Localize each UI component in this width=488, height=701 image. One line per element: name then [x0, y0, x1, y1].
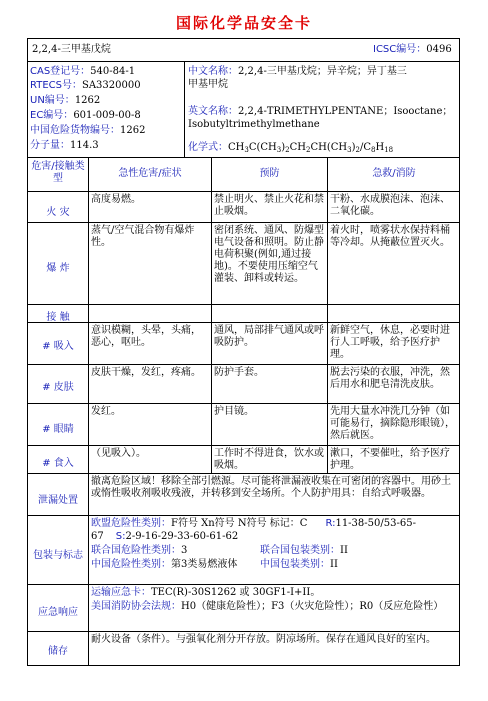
fire-prevention: 禁止明火、禁止火花和禁止吸烟。 [214, 194, 324, 217]
icsc-number: ICSC编号：0496 [373, 44, 452, 55]
card-title: 国际化学品安全卡 [175, 14, 312, 32]
explosion-firstaid: 着火时，喷雾状水保持料桶等冷却。从掩蔽位置灭火。 [330, 225, 450, 248]
row-fire-label: 火 灾 [46, 207, 70, 218]
row-spill-label: 泄漏处置 [38, 495, 78, 506]
row-skin-label: # 皮肤 [42, 382, 74, 393]
skin-firstaid: 脱去污染的衣服，冲洗，然后用水和肥皂清洗皮肤。 [330, 367, 450, 390]
inhale-hazard: 意识模糊，头晕，头痛，恶心，呕吐。 [91, 325, 201, 348]
eu-class: 欧盟危险性类别：F符号 Xn符号 N符号 标记：C R:11-38-50/53-65- [91, 518, 416, 529]
nfpa-code: 美国消防协会法规：H0（健康危险性）；F3（火灾危险性）；R0（反应危险性） [91, 601, 444, 612]
molecular-weight: 分子量：114.3 [30, 140, 99, 151]
row-package-label: 包装与标志 [33, 550, 83, 561]
inhale-firstaid: 新鲜空气，休息，必要时进行人工呼吸，给予医疗护理。 [330, 325, 450, 360]
un-pack: 联合国包装类别：II [260, 545, 348, 556]
chinese-name: 中文名称：2,2,4-三甲基戊烷；异辛烷；异丁基三 [188, 66, 407, 77]
skin-prevention: 防护手套。 [214, 367, 264, 378]
cn-pack: 中国包装类别：II [260, 559, 338, 570]
safety-card [27, 38, 460, 666]
header-type: 危害/接触类型 [31, 161, 85, 184]
header-hazard: 急性危害/症状 [118, 168, 182, 179]
header-firstaid: 急救/消防 [372, 168, 416, 179]
un-number: UN编号：1262 [30, 95, 101, 106]
china-number: 中国危险货物编号：1262 [30, 125, 146, 136]
fire-hazard: 高度易燃。 [91, 194, 141, 205]
row-inhale-label: # 吸入 [42, 341, 74, 352]
eyes-hazard: 发红。 [91, 406, 121, 417]
ingest-hazard: （见吸入）。 [91, 448, 146, 459]
rtecs-number: RTECS号：SA3320000 [30, 80, 141, 91]
eyes-firstaid: 先用大量水冲洗几分钟（如可能易行，摘除隐形眼镜），然后就医。 [330, 406, 455, 441]
row-ingest-label: # 食入 [42, 458, 74, 469]
row-exposure-label: 接 触 [46, 312, 70, 323]
storage-text: 耐火设备（条件）。与强氧化剂分开存放。阴凉场所。保存在通风良好的室内。 [91, 634, 436, 645]
inhale-prevention: 通风，局部排气通风或呼吸防护。 [214, 325, 324, 348]
chinese-name-cont: 甲基甲烷 [188, 79, 228, 90]
english-name: 英文名称：2,2,4-TRIMETHYLPENTANE；Isooctane； [188, 106, 453, 117]
transport-card: 运输应急卡：TEC(R)-30S1262 或 30GF1-I+II。 [91, 587, 321, 598]
ingest-firstaid: 漱口，不要催吐，给予医疗护理。 [330, 448, 450, 471]
explosion-hazard: 蒸气/空气混合物有爆炸性。 [91, 225, 195, 248]
substance-name: 2,2,4-三甲基戊烷 [32, 44, 111, 55]
spill-text: 撤离危险区域！移除全部引燃源。尽可能将泄漏液收集在可密闭的容器中。用砂土或惰性吸收剂吸收残液，并转移到安全场所。个人防护用具：自给式呼吸器。 [91, 476, 451, 499]
english-name-cont: Isobutyltrimethylmethane [188, 119, 320, 130]
row-explosion-label: 爆 炸 [46, 263, 70, 274]
row-eyes-label: # 眼睛 [42, 424, 74, 435]
cn-class: 中国危险性类别：第3类易燃液体 [91, 559, 238, 570]
row-storage-label: 储存 [48, 646, 68, 657]
fire-firstaid: 干粉、水成膜泡沫、泡沫、二氧化碳。 [330, 194, 450, 217]
cas-number: CAS登记号：540-84-1 [30, 66, 136, 77]
header-prevention: 预防 [259, 168, 280, 179]
un-class: 联合国危险性类别：3 [91, 545, 188, 556]
ec-number: EC编号：601-009-00-8 [30, 110, 141, 121]
explosion-prevention: 密闭系统、通风、防爆型电气设备和照明。防止静电荷积聚(例如,通过接地)。不要使用压缩空气灌装、卸料或转运。 [214, 225, 324, 284]
row-emergency-label: 应急响应 [38, 607, 78, 618]
chemical-formula: 化学式：$CH_3C(CH_3)_2CH_2CH(CH_3)_2/C_8H_{18}$ [188, 142, 394, 154]
skin-hazard: 皮肤干燥，发红，疼痛。 [91, 367, 201, 378]
ingest-prevention: 工作时不得进食，饮水或吸烟。 [214, 448, 324, 471]
r-phrases-cont: 67 S:2-9-16-29-33-60-61-62 [91, 531, 239, 542]
eyes-prevention: 护目镜。 [214, 406, 254, 417]
